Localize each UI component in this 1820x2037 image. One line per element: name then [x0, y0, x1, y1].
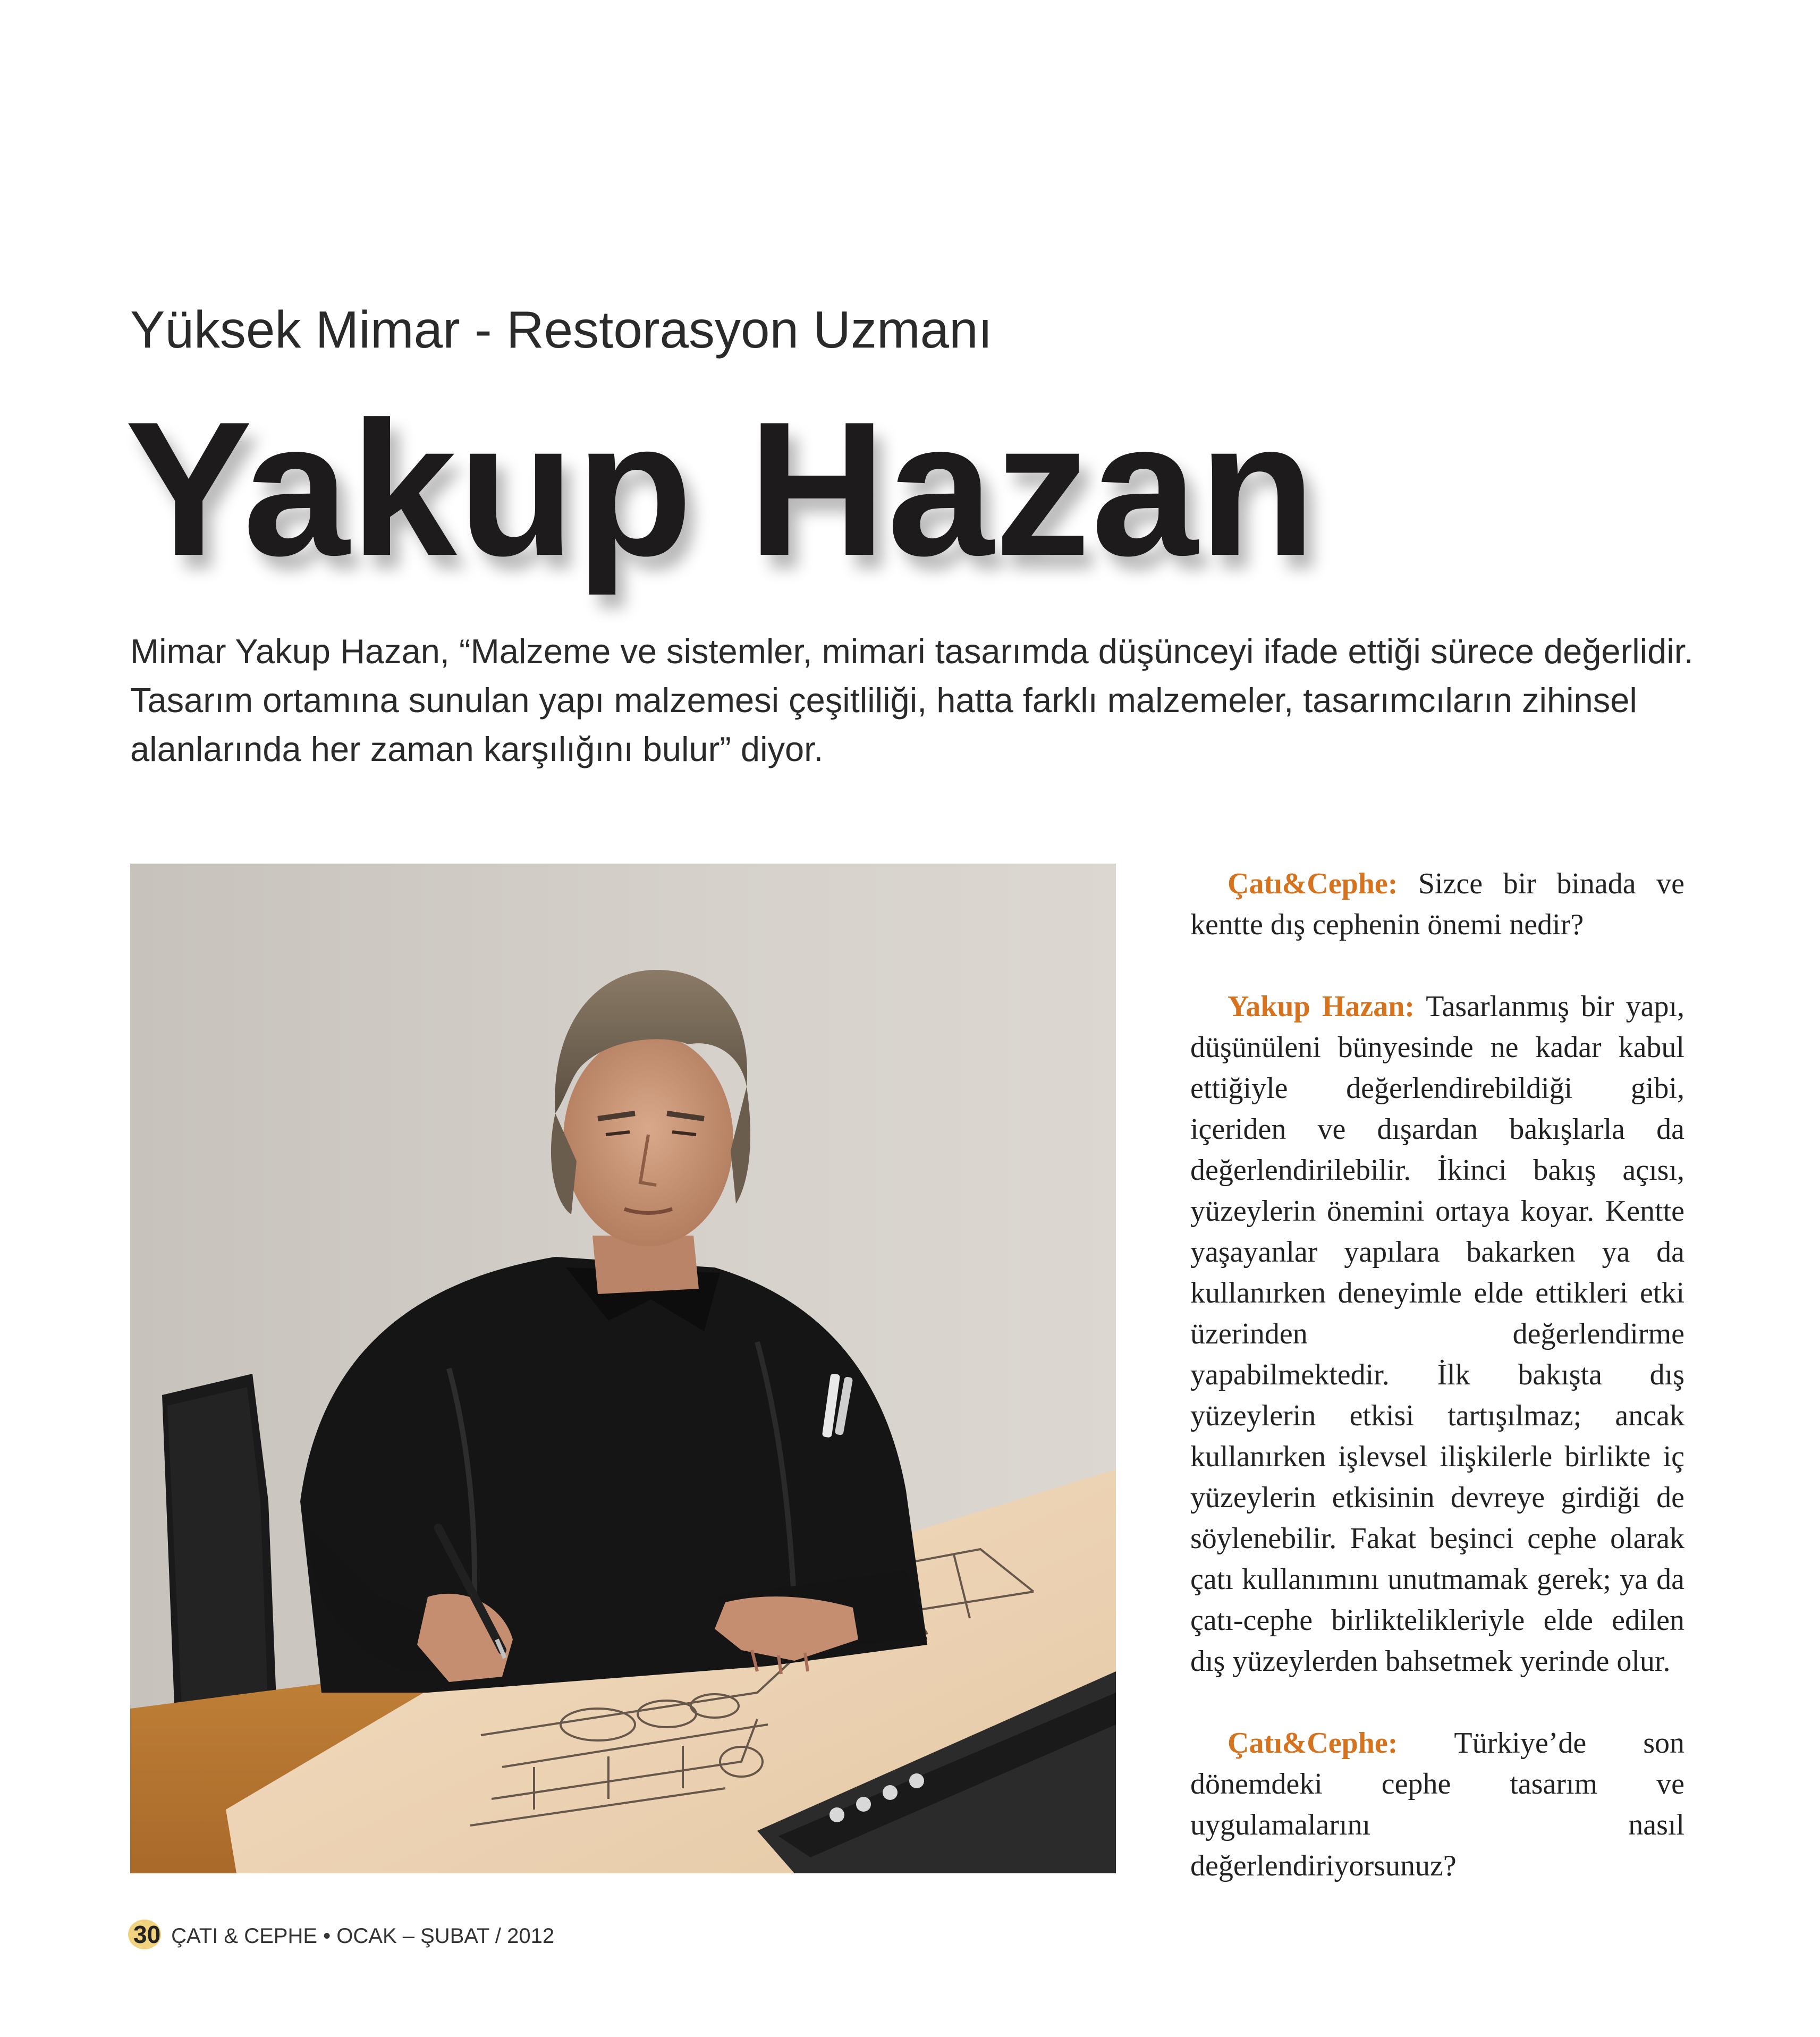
interview-paragraph [1190, 1723, 1684, 1887]
article-title: Yakup Hazan [125, 382, 1317, 596]
article-lede: Mimar Yakup Hazan, “Malzeme ve sistemler, mimari tasarımda düşünceyi ifade ettiği sürece değerlidir. Tasarım ortamına sunulan yapı malzemesi çeşitliliği, hatta farklı malzemeler, tasarımcıların zihinsel alanlarında her zaman karşılığını bulur” diyor. [130, 632, 1694, 768]
interview-paragraph [1190, 986, 1684, 1682]
interview-column [1190, 864, 1684, 1928]
portrait-photo [130, 864, 1116, 1873]
interviewer-label: Çatı&Cephe: [1228, 1727, 1398, 1760]
interview-paragraph [1190, 864, 1684, 945]
interviewer-label: Çatı&Cephe: [1228, 867, 1398, 900]
question-text: Türkiye’de son dönemdeki cephe tasarım ve uygulamalarını nasıl değerlendiriyorsunuz? [1190, 1727, 1684, 1882]
question-text: Sizce bir binada ve kentte dış cephenin önemi nedir? [1190, 867, 1684, 941]
answer-text: Tasarlanmış bir yapı, düşünüleni bünyesinde ne kadar kabul ettiğiyle değerlendirebildiği gibi, içeriden ve dışardan bakışlarla da değerlendirilebilir. İkinci bakış açısı, yüzeylerin önemini ortaya koyar. Kentte yaşayanlar yapılara bakarken ya da kullanırken deneyimle elde ettikleri etki üzerinden değerlendirme yapabilmektedir. İlk bakışta dış yüzeylerin etkisi tartışılmaz; ancak kullanırken işlevsel ilişkilerle birlikte iç yüzeylerin etkisinin devreye girdiği de söylenebilir. Fakat beşinci cephe olarak çatı kullanımını unutmamak gerek; ya da çatı-cephe birliktelikleriyle elde edilen dış yüzeylerden bahsetmek yerinde olur. [1190, 990, 1684, 1678]
page-footer [130, 1918, 554, 1952]
issue-info: ÇATI & CEPHE • OCAK – ŞUBAT / 2012 [171, 1924, 555, 1948]
article-subtitle: Yüksek Mimar - Restorasyon Uzmanı [130, 300, 993, 359]
interviewee-label: Yakup Hazan: [1228, 990, 1415, 1023]
page-number: 30 [130, 1918, 164, 1950]
